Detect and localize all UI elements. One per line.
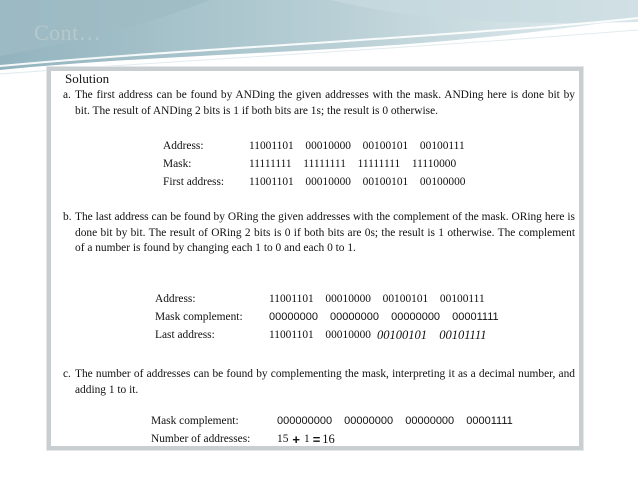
table-row (151, 430, 513, 448)
part-c-paragraph (63, 367, 575, 398)
addend-b: 1 (303, 433, 310, 445)
table-row (163, 137, 466, 155)
slide-title: Cont… (34, 20, 102, 45)
part-a-marker: a. (63, 89, 71, 101)
part-b-marker: b. (63, 211, 72, 223)
equals-sign: = (312, 431, 321, 447)
part-a-text: The first address can be found by ANDing the given addresses with the mask. ANDing here is done bit by bit. The result of ANDing 2 bits is 1 if both bits are 1s; the result is 0 otherwise. (75, 89, 575, 117)
row-label: Last address: (155, 329, 215, 341)
part-a-paragraph (63, 88, 575, 119)
row-label: Number of addresses: (151, 433, 251, 445)
part-c-text: The number of addresses can be found by complementing the mask, interpreting it as a decimal number, and adding 1 to it. (75, 368, 575, 396)
row-value: 00000000 00000000 00000000 00001111 (269, 311, 499, 323)
part-a-table (163, 137, 466, 191)
row-label: Mask complement: (151, 415, 239, 427)
plus-sign: + (292, 431, 300, 447)
table-row (163, 155, 466, 173)
solution-panel (47, 67, 583, 450)
part-c-table (151, 412, 513, 448)
row-value-italic: 00100101 00101111 (376, 327, 487, 342)
part-b-table (155, 290, 499, 344)
table-row (163, 173, 466, 191)
table-row (155, 326, 499, 344)
addend-a: 15 (277, 433, 289, 445)
part-b-paragraph (63, 210, 575, 257)
row-value-plain: 11001101 00010000 (269, 329, 371, 341)
part-c-marker: c. (63, 368, 71, 380)
row-label: Address: (155, 293, 196, 305)
solution-heading: Solution (65, 71, 110, 86)
row-value: 11001101 00010000 00100101 00100000 (249, 176, 466, 188)
result-value: 16 (322, 431, 335, 446)
part-b-text: The last address can be found by ORing the given addresses with the complement of the mask. ORing here is done bit by bit. The result of ORing 2 bits is 0 if both bits are 0s; the result is 1 otherwise. The complement of a number is found by changing each 1 to 0 and each 0 to 1. (75, 211, 575, 254)
row-label: First address: (163, 176, 225, 188)
row-label: Address: (163, 140, 204, 152)
row-value: 000000000 00000000 00000000 00001111 (277, 415, 513, 427)
row-value: 11001101 00010000 00100101 00100111 (269, 293, 485, 305)
table-row (155, 308, 499, 326)
row-value: 11111111 11111111 11111111 11110000 (249, 158, 457, 170)
row-label: Mask complement: (155, 311, 243, 323)
table-row (151, 412, 513, 430)
row-value: 11001101 00010000 00100101 00100111 (249, 140, 465, 152)
row-label: Mask: (163, 158, 192, 170)
table-row (155, 290, 499, 308)
